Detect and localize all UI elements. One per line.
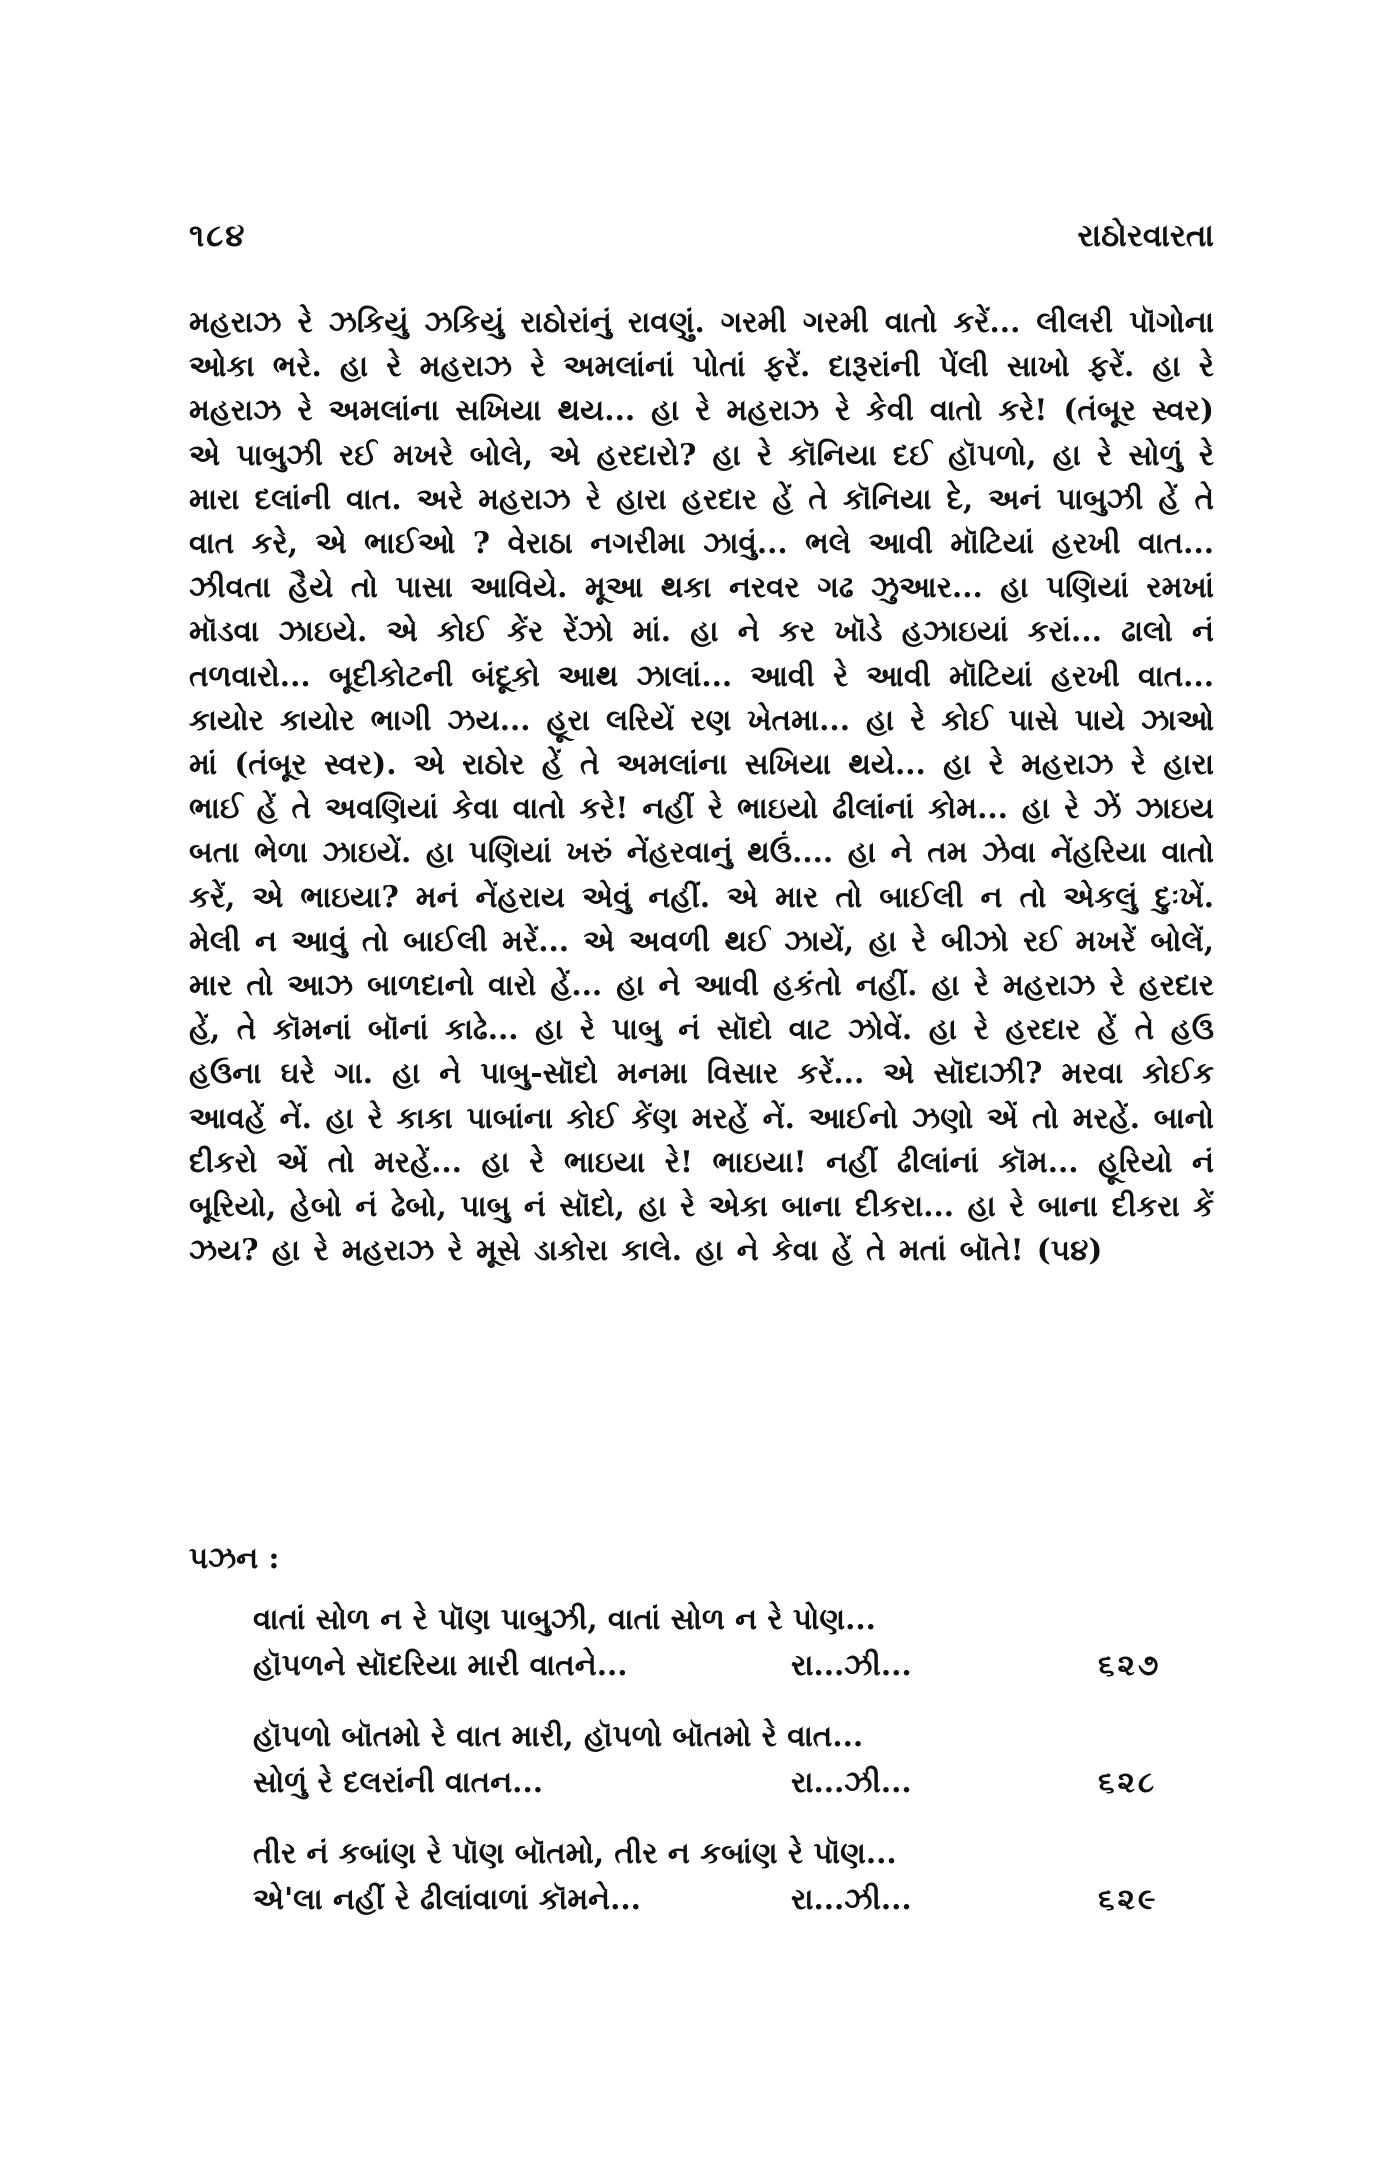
verse-text: હૉપળને સૉદરિયા મારી વાતને... (253, 1647, 628, 1682)
song-label: પઝન : (189, 1540, 280, 1575)
verse-text: તીર નં કબાંણ રે પૉણ બૉતમો, તીર ન કબાંણ રે પૉણ... (253, 1835, 897, 1870)
running-head: રાઠોરવારતા (1077, 218, 1214, 254)
song-verses (253, 1596, 1213, 1947)
refrain: રા...ઝી... (791, 1647, 912, 1682)
stanza (253, 1596, 1213, 1688)
body-paragraph (189, 300, 1214, 1272)
verse-line (253, 1830, 1213, 1876)
verse-line (253, 1713, 1213, 1759)
stanza (253, 1830, 1213, 1922)
verse-number: ૬૨૭ (1098, 1647, 1162, 1682)
verse-line (253, 1596, 1213, 1642)
verse-line (253, 1759, 1213, 1805)
refrain: રા...ઝી... (791, 1881, 912, 1916)
verse-text: વાતાં સોળ ન રે પૉણ પાબુઝી, વાતાં સોળ ન રે પોણ... (253, 1601, 876, 1636)
stanza (253, 1713, 1213, 1805)
verse-line (253, 1642, 1213, 1688)
verse-number: ૬૨૮ (1098, 1764, 1158, 1799)
verse-number: ૬૨૯ (1098, 1881, 1159, 1916)
verse-text: સોળું રે દલરાંની વાતન... (253, 1764, 543, 1799)
paragraph-text: મહરાઝ રે ઝકિયું ઝકિયું રાઠોરાંનું રાવણું. ગરમી ગરમી વાતો કરેં... લીલરી પૉગોના ઓકા ભરે. હા રે મહરાઝ રે અમલાંનાં પોતાં ફરેં. દારૂરાંની પેંલી સાખો ફરેં. હા રે મહરાઝ રે અમલાંના સખિયા થય... હા રે મહરાઝ રે કેવી વાતો કરે! (તંબૂર સ્વર) એ પાબુઝી રઈ મખરે બોલે, એ હરદારો? હા રે કૉનિયા દઈ હૉપળો, હા રે સોળું રે મારા દલાંની વાત. અરે મહરાઝ રે હારા હરદાર હેં તે કૉનિયા દે, અનં પાબુઝી હેં તે વાત કરે, એ ભાઈઓ ? વેરાઠા નગરીમા ઝાવું... ભલે આવી મૉટિયાં હરખી વાત... ઝીવતા હૈયે તો પાસા આવિયે. મૂઆ થકા નરવર ગઢ ઝુઆર... હા પણિયાં રમખાં મૉડવા ઝાઇયે. એ કોઈ કેંર રેંઝો માં. હા ને કર ખૉડે હઝાઇયાં કરાં... ઢાલો નં તળવારો... બૂદીકોટની બંદૂકો આથ ઝાલાં... આવી રે આવી મૉટિયાં હરખી વાત... કાયોર કાયોર ભાગી ઝય... હૂરા લરિયેં રણ ખેતમા... હા રે કોઈ પાસે પાયે ઝાઓ માં (તંબૂર સ્વર). એ રાઠોર હેં તે અમલાંના સખિયા થયે... હા રે મહરાઝ રે હારા ભાઈ હેં તે અવણિયાં કેવા વાતો કરે! નહીં રે ભાઇયો ઢીલાંનાં કોમ... હા રે ઝેં ઝાઇય બતા ભેળા ઝાઇયેં. હા પણિયાં ખરું નેંહરવાનું થઉં.... હા ને તમ ઝેવા નેંહરિયા વાતો કરેં, એ ભાઇયા? મનં નેંહરાય એવું નહીં. એ માર તો બાઈલી ન તો એકલું દુઃખેં. મેલી ન આવું તો બાઈલી મરેં... એ અવળી થઈ ઝાયેં, હા રે બીઝો રઈ મખરેં બોલેં, માર તો આઝ બાળદાનો વારો હેં... હા ને આવી હકંતો નહીં. હા રે મહરાઝ રે હરદાર હેં, તે કૉમનાં બૉનાં કાઢે... હા રે પાબુ નં સૉદો વાટ ઝોવેં. હા રે હરદાર હેં તે હઉ હઉના ઘરે ગા. હા ને પાબુ-સૉદો મનમા વિસાર કરેં... એ સૉદાઝી? મરવા કોઈક આવહેં નેં. હા રે કાકા પાબાંના કોઈ કેંણ મરહેં નેં. આઈનો ઝણો એં તો મરહેં. બાનો દીકરો એં તો મરહેં... હા રે ભાઇયા રે! ભાઇયા! નહીં ઢીલાંનાં કૉમ... હૂરિયો નં બૂરિયો, હેબો નં ઢેબો, પાબુ નં સૉદો, હા રે એકા બાના દીકરા... હા રે બાના દીકરા કેં ઝય? હા રે મહરાઝ રે મૂસે ડાકોરા કાલે. હા ને કેવા હેં તે મતાં બૉતે! (૫૪) (189, 304, 1214, 1268)
page-header (189, 218, 1214, 268)
page-number: ૧૮૪ (189, 218, 247, 254)
verse-text: એ'લા નહીં રે ઢીલાંવાળાં કૉમને... (253, 1881, 641, 1916)
refrain: રા...ઝી... (791, 1764, 912, 1799)
verse-line (253, 1876, 1213, 1922)
verse-text: હૉપળો બૉતમો રે વાત મારી, હૉપળો બૉતમો રે વાત... (253, 1718, 864, 1753)
